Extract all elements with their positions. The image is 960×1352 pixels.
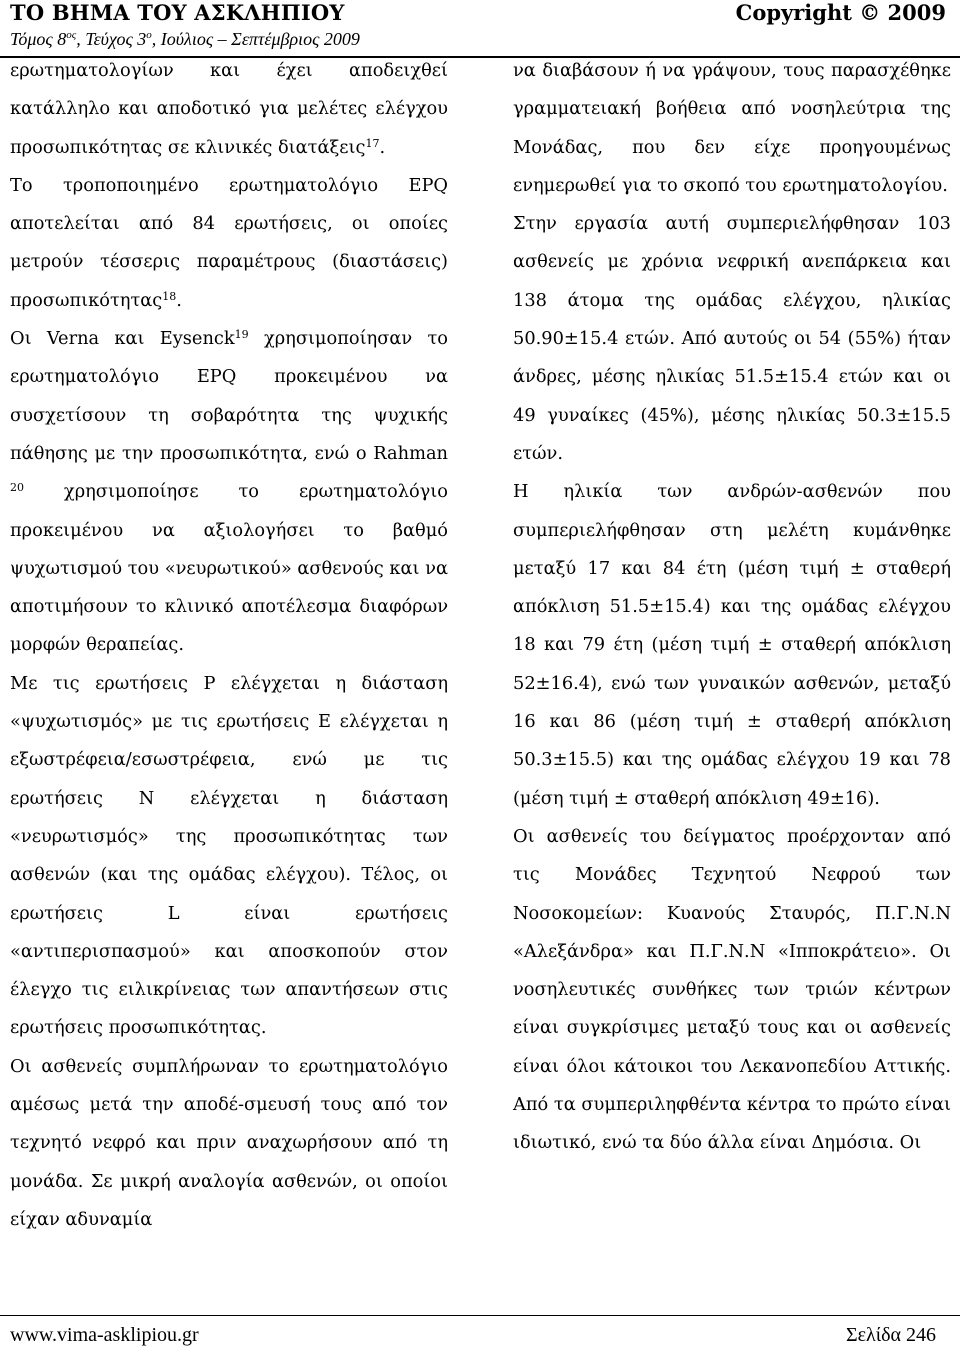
copyright-notice: Copyright © 2009 — [735, 0, 946, 25]
issue-info — [10, 29, 360, 50]
left-paragraph-1 — [10, 52, 448, 167]
left-p3-text-b: χρησιμοποίησαν το ερωτηματολόγιο EPQ προκειμένου να συσχετίσουν τη σοβαρότητα της ψυχικής πάθησης με την προσωπικότητα, ενώ ο Rahman — [10, 328, 448, 464]
issue-label: , Τεύχος 3 — [76, 29, 147, 49]
volume-label: Τόμος 8 — [10, 29, 67, 49]
footer-rule — [0, 1315, 960, 1316]
right-paragraph-1: να διαβάσουν ή να γράψουν, τους παρασχέθηκε γραμματειακή βοήθεια από νοσηλεύτρια της Μονάδας, που δεν είχε προηγουμένως ενημερωθεί για το σκοπό του ερωτηματολογίου. — [513, 60, 951, 196]
left-p2-text: Το τροποποιημένο ερωτηματολόγιο EPQ αποτελείται από 84 ερωτήσεις, οι οποίες μετρούν τέσσερις παραμέτρους (διαστάσεις) προσωπικότητας — [10, 174, 448, 311]
left-paragraph-4: Με τις ερωτήσεις P ελέγχεται η διάσταση «ψυχωτισμός» με τις ερωτήσεις E ελέγχεται η εξωστρέφεια/εσωστρέφεια, ενώ με τις ερωτήσεις Ν ελέγχεται η διάσταση «νευρωτισμός» της προσωπικότητας των ασθενών (και της ομάδας ελέγχου). Τέλος, οι ερωτήσεις L είναι ερωτήσεις «αντιπερισπασμού» και αποσκοπούν στον έλεγχο τις ειλικρίνειας των απαντήσεων στις ερωτήσεις προσωπικότητας. — [10, 672, 448, 1039]
volume-ordinal: ος — [66, 29, 77, 41]
issue-date: , Ιούλιος – Σεπτέμβριος 2009 — [151, 29, 360, 49]
website-link[interactable]: www.vima-asklipiou.gr — [10, 1324, 199, 1346]
issue-ordinal: ο — [146, 29, 152, 41]
right-paragraph-4: Οι ασθενείς του δείγματος προέρχονταν από τις Μονάδες Τεχνητού Νεφρού των Νοσοκομείων: Κυανούς Σταυρός, Π.Γ.Ν.Ν «Αλεξάνδρα» και Π.Γ.Ν.Ν «Ιπποκράτειο». Οι νοσηλευτικές συνθήκες των τριών κέντρων είναι συγκρίσιμες μεταξύ τους και οι ασθενείς είναι όλοι κάτοικοι του Λεκανοπεδίου Αττικής. Από τα συμπεριληφθέντα κέντρα το πρώτο είναι ιδιωτικό, ενώ τα δύο άλλα είναι Δημόσια. Οι — [513, 825, 951, 1154]
journal-title: ΤΟ ΒΗΜΑ ΤΟΥ ΑΣΚΛΗΠΙΟΥ — [10, 0, 345, 25]
left-p1-end: . — [379, 136, 386, 158]
left-p3-text-c: χρησιμοποίησε το ερωτηματολόγιο προκειμένου να αξιολογήσει το βαθμό ψυχωτισμού του «νευρωτικού» ασθενούς και να αποτιμήσουν το κλινικό αποτέλεσμα διαφόρων μορφών θεραπείας. — [10, 481, 448, 656]
left-p3-text-a: Οι Verna και Eysenck — [10, 328, 235, 350]
reference-17: 17 — [365, 136, 380, 150]
left-paragraph-3 — [10, 320, 448, 665]
left-p2-end: . — [176, 289, 182, 311]
page-number: Σελίδα 246 — [845, 1324, 936, 1346]
left-column — [10, 52, 448, 1239]
right-paragraph-2: Στην εργασία αυτή συμπεριελήφθησαν 103 ασθενείς με χρόνια νεφρική ανεπάρκεια και 138 άτομα της ομάδας ελέγχου, ηλικίας 50.90±15.4 ετών. Από αυτούς οι 54 (55%) ήταν άνδρες, μέσης ηλικίας 51.5±15.4 ετών και οι 49 γυναίκες (45%), μέσης ηλικίας 50.3±15.5 ετών. — [513, 213, 951, 464]
right-column — [513, 52, 951, 1163]
page-header — [0, 0, 960, 58]
right-paragraph-3: Η ηλικία των ανδρών-ασθενών που συμπεριελήφθησαν στη μελέτη κυμάνθηκε μεταξύ 17 και 84 έτη (μέση τιμή ± σταθερή απόκλιση 51.5±15.4) και της ομάδας ελέγχου 18 και 79 έτη (μέση τιμή ± σταθερή απόκλιση 52±16.4), ενώ των γυναικών ασθενών, μεταξύ 16 και 86 (μέση τιμή ± σταθερή απόκλιση 50.3±15.5) και της ομάδας ελέγχου 19 και 78 (μέση τιμή ± σταθερή απόκλιση 49±16). — [513, 481, 951, 809]
reference-18: 18 — [162, 289, 177, 303]
reference-20: 20 — [10, 481, 24, 495]
left-paragraph-5: Οι ασθενείς συμπλήρωναν το ερωτηματολόγιο αμέσως μετά την αποδέ-σμευσή τους από τον τεχνητό νεφρό και πριν αναχωρήσουν από τη μονάδα. Σε μικρή αναλογία ασθενών, οι οποίοι είχαν αδυναμία — [10, 1055, 448, 1230]
left-p1-text: ερωτηματολογίων και έχει αποδειχθεί κατάλληλο και αποδοτικό για μελέτες ελέγχου προσωπικότητας σε κλινικές διατάξεις — [10, 60, 448, 158]
left-paragraph-2 — [10, 167, 448, 320]
reference-19: 19 — [234, 328, 249, 342]
